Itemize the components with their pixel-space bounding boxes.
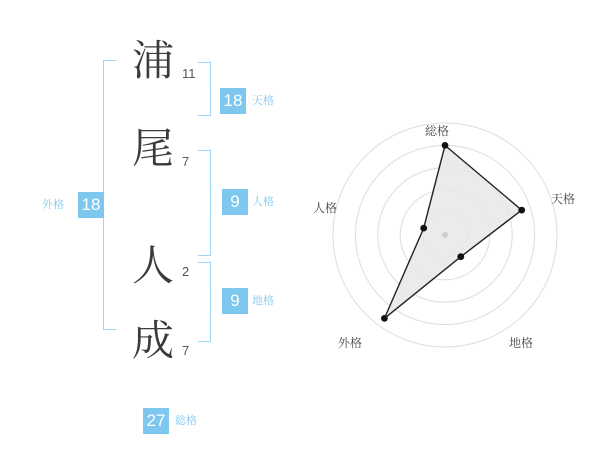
gaikaku-bracket [103, 60, 116, 330]
chikaku-label: 地格 [252, 295, 274, 307]
jinkaku-bracket [198, 150, 211, 256]
radar-axis-label-chikaku: 地格 [509, 336, 534, 350]
jinkaku-badge: 9 [222, 189, 248, 215]
gaikaku-label: 外格 [42, 199, 64, 211]
jinkaku-label: 人格 [252, 196, 274, 208]
stroke-count-3: 2 [182, 264, 190, 279]
radar-axis-label-soukaku: 総格 [425, 124, 450, 138]
soukaku-badge: 27 [143, 408, 169, 434]
radar-chart-svg [320, 110, 570, 360]
tenkaku-label: 天格 [252, 95, 274, 107]
kanji-char-1: 浦 [132, 36, 175, 85]
kanji-char-2: 尾 [132, 124, 175, 173]
stroke-count-2: 7 [182, 154, 190, 169]
stroke-count-4: 7 [182, 343, 190, 358]
kanji-char-3: 人 [132, 241, 175, 290]
kanji-char-4: 成 [132, 316, 175, 365]
soukaku-label: 総格 [175, 415, 197, 427]
chikaku-badge: 9 [222, 288, 248, 314]
stroke-count-1: 11 [182, 66, 196, 81]
tenkaku-bracket [198, 62, 211, 116]
radar-chart [320, 110, 570, 365]
tenkaku-badge: 18 [220, 88, 246, 114]
radar-axis-label-jinkaku: 人格 [313, 201, 338, 215]
radar-axis-label-gaikaku: 外格 [338, 336, 363, 350]
radar-axis-label-tenkaku: 天格 [551, 192, 576, 206]
chikaku-bracket [198, 262, 211, 342]
gaikaku-badge: 18 [78, 192, 104, 218]
